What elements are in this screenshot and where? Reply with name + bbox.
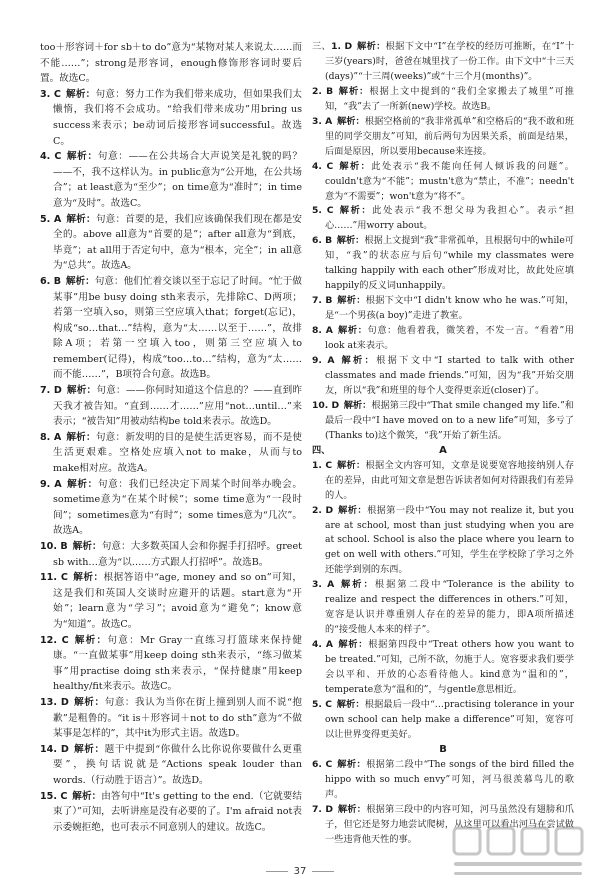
explanation-label: 解析： bbox=[336, 758, 367, 770]
explanation-label: 解析： bbox=[337, 803, 367, 815]
answer-item bbox=[312, 115, 574, 160]
explanation-label: 解析： bbox=[65, 88, 96, 100]
explanation-label: 解析： bbox=[337, 504, 368, 516]
explanation-text: 句意：新发明的目的是使生活更容易，而不是使生活更艰难。空格处应填入not to make，从而与to make相对应。故选A。 bbox=[53, 431, 302, 475]
explanation-text: 根据下文中“I started to talk with other classmates and made friends.”可知，因为“我”开始交朋友，所以“我”和班里的每个人变得更亲近(closer)了。 bbox=[325, 355, 574, 396]
answer-item bbox=[40, 539, 302, 570]
explanation-text: 根据第三段中“That smile changed my life.”和最后一段中“I have moved on to a new life”可知，多亏了(Thanks to)这个微笑，“我”开始了新生活。 bbox=[325, 399, 574, 441]
answer-number: 10. B bbox=[40, 541, 68, 552]
explanation-text: 根据第二段中“The songs of the bird filled the hippo with so much envy”可知，河马很羡慕鸟儿的歌声。 bbox=[325, 758, 575, 800]
answer-number: 8. A bbox=[40, 431, 62, 443]
explanation-label: 解析： bbox=[66, 431, 96, 443]
answer-item bbox=[40, 212, 302, 274]
answer-number: 5. C bbox=[312, 205, 334, 217]
explanation-text: 句意：大多数英国人会和你握手打招呼。greet sb with…意为“以……方式跟人打招呼”。故选B。 bbox=[53, 541, 303, 568]
explanation-text: 由答句中“It's getting to the end.（它就要结束了）”可知，去听讲座是没有必要的了。I'm afraid not表示委婉拒绝，也可表示不同意别人的建议。故选C。 bbox=[53, 790, 302, 833]
answer-number: 3. A bbox=[312, 115, 333, 127]
answer-item bbox=[312, 459, 574, 504]
page-number: 37 bbox=[293, 866, 307, 877]
explanation-text: 句意：我们已经决定下周某个时间举办晚会。sometime意为“在某个时候”；some time意为“一段时间”；sometimes意为“有时”；some times意为“几次”。故选A。 bbox=[53, 478, 302, 537]
answer-item bbox=[312, 698, 574, 743]
answer-continuation: too＋形容词＋for sb＋to do”意为“某物对某人来说太……而不能……”；strong是形容词，enough修饰形容词时要后置。故选C。 bbox=[40, 42, 302, 85]
answer-number: 6. B bbox=[40, 275, 62, 287]
answer-item bbox=[312, 399, 574, 444]
explanation-label: 解析： bbox=[339, 355, 377, 367]
explanation-label: 解析： bbox=[336, 459, 366, 471]
answer-number: 2. B bbox=[312, 85, 334, 97]
explanation-label: 解析： bbox=[65, 275, 95, 287]
section-header bbox=[312, 444, 574, 459]
explanation-label: 解析： bbox=[336, 698, 365, 710]
explanation-label: 解析： bbox=[337, 85, 370, 97]
explanation-label: 解析： bbox=[336, 115, 365, 127]
answer-item bbox=[312, 160, 574, 205]
answer-item bbox=[312, 85, 574, 115]
explanation-text: 此处表示“我不能向任何人倾诉我的问题”。couldn't意为“不能”；mustn't意为“禁止，不准”；needn't意为“不需要”；won't意为“将不”。 bbox=[325, 160, 574, 202]
answer-number: 2. D bbox=[312, 504, 334, 516]
explanation-label: 解析： bbox=[66, 151, 98, 163]
explanation-label: 解析： bbox=[338, 579, 375, 591]
explanation-label: 解析： bbox=[356, 41, 386, 52]
explanation-text: 根据下文中“I”在学校的经历可推断，在“I”十三岁(years)时，爸爸在城里找了一份工作。由下文中“十三天(days)”“十三周(weeks)”或“十三个月(months)”。 bbox=[325, 41, 575, 82]
section-number: 四、 bbox=[312, 444, 331, 456]
answer-number: 7. D bbox=[312, 803, 333, 815]
explanation-text: 根据第四段中“Treat others how you want to be treated.”可知，己所不欲，勿施于人。宽容要求我们要学会以平和、开放的心态看待他人。kind意为“温和的”，temperate意为“温和的”，与gentle意思相近。 bbox=[325, 639, 574, 695]
explanation-text: 根据第三段中的内容可知，河马虽然没有翅膀和爪子，但它还是努力地尝试爬树，从这里可以看出河马在尝试做一些违背他天性的事。 bbox=[325, 803, 574, 845]
answer-item bbox=[312, 354, 574, 399]
explanation-label: 解析： bbox=[73, 743, 105, 755]
answer-item bbox=[312, 204, 574, 234]
explanation-text: 句意：我认为当你在街上撞到别人而不说“抱歉”是粗鲁的。“it is＋形容词＋not to do sth”意为“不做某事是怎样的”，其中it为形式主语。故选D。 bbox=[53, 696, 302, 740]
explanation-text: 句意：——你何时知道这个信息的？——直到昨天我才被告知。“直到……才……”应用“not…until…”来表示；“被告知”用被动结构be told来表示。故选D。 bbox=[53, 385, 303, 428]
explanation-label: 解析： bbox=[66, 213, 96, 225]
explanation-text: 句意：努力工作为我们带来成功，但如果我们太懒惰，我们将不会成功。“给我们带来成功”用bring us success来表示；be动词后接形容词successful。故选C。 bbox=[53, 88, 302, 147]
explanation-text: 根据答语中“age, money and so on”可知，这是我们和英国人交谈时应避开的话题。start意为“开始”；learn意为“学习”；avoid意为“避免”；know意为“知道”。故选C。 bbox=[53, 572, 302, 630]
explanation-text: 句意：他们忙着交谈以至于忘记了时间。“忙于做某事”用be busy doing sth来表示，先排除C、D两项；若第一空填入so，则第三空应填入that；forget(忘记)，构成“so…that…”结构，意为“太……以至于……”，故排除A项；若第一空填入too，则第三空应填入to remember(记得)，构成“too…to…”结构，意为“太……而不能……”，B项符合句意。故选B。 bbox=[53, 275, 302, 381]
answer-item bbox=[40, 383, 302, 430]
answer-item bbox=[312, 294, 574, 324]
answer-number: 10. D bbox=[312, 399, 340, 411]
explanation-text: 根据第二段中“Tolerance is the ability to realize and respect the differences in others.”可知，宽容是认识并尊重别人存在的差异的能力，即A项所描述的“接受他人本来的样子”。 bbox=[325, 579, 574, 636]
answer-number: 1. C bbox=[312, 459, 333, 471]
answer-number: 13. D bbox=[40, 696, 69, 708]
explanation-label: 解析： bbox=[73, 696, 105, 708]
explanation-label: 解析： bbox=[66, 385, 97, 397]
answer-item bbox=[40, 695, 302, 742]
explanation-text: 题干中提到“你做什么比你说你要做什么更重要”，换句话说就是“Actions speak louder than words.（行动胜于语言）”。故选D。 bbox=[53, 743, 302, 786]
answer-item bbox=[312, 758, 574, 803]
answer-item bbox=[40, 789, 302, 836]
answer-number: 9. A bbox=[312, 355, 335, 367]
explanation-text: 根据第一段中“You may not realize it, but you are at school, most than just studying when you are at school. School is also the place where you learn to get on well with others.”可知，学生在学校除了学习之外还能学到别的东西。 bbox=[325, 504, 574, 576]
explanation-label: 解析： bbox=[72, 541, 102, 552]
answer-item bbox=[40, 742, 302, 789]
answer-number: 3. C bbox=[40, 88, 61, 100]
explanation-label: 解析： bbox=[336, 235, 365, 247]
right-column bbox=[312, 40, 574, 847]
explanation-label: 解析： bbox=[337, 639, 369, 651]
explanation-label: 解析： bbox=[66, 478, 98, 490]
answer-item bbox=[312, 578, 574, 638]
answer-number: 8. A bbox=[312, 325, 333, 337]
explanation-text: 句意：——在公共场合大声说笑是礼貌的吗？——不，我不这样认为。in public意为“公开地，在公共场合”；at least意为“至少”；on time意为“准时”；in time意为“及时”。故选C。 bbox=[53, 151, 303, 209]
left-column bbox=[40, 40, 302, 835]
explanation-label: 解析： bbox=[336, 295, 366, 307]
answer-item bbox=[40, 87, 302, 149]
answer-number: 12. C bbox=[40, 634, 69, 646]
explanation-label: 解析： bbox=[337, 160, 372, 172]
explanation-text: 此处表示“我不想父母为我担心”。表示“担心……”用worry about。 bbox=[325, 205, 574, 232]
passage-label: A bbox=[439, 444, 447, 456]
explanation-label: 解析： bbox=[72, 572, 104, 584]
answer-number: 9. A bbox=[40, 478, 62, 490]
answer-item bbox=[40, 149, 302, 211]
explanation-text: 句意：他看着我，微笑着，不发一言。“看着”用look at来表示。 bbox=[325, 325, 574, 352]
explanation-text: 根据空格前的“我非常孤单”和空格后的“我不敢和班里的同学交朋友”可知，前后两句为因果关系，前面是结果，后面是原因，所以要用because来连接。 bbox=[325, 115, 574, 157]
explanation-label: 解析： bbox=[73, 634, 108, 646]
answer-number: 7. D bbox=[40, 385, 62, 397]
explanation-text: 句意：首要的是，我们应该确保我们现在都是安全的。above all意为“首要的是”；after all意为“到底，毕竟”；at all用于否定句中，意为“根本，完全”；in all意为“总共”。故选A。 bbox=[53, 213, 302, 272]
answer-item bbox=[312, 504, 574, 579]
answer-number: 11. C bbox=[40, 572, 68, 584]
explanation-label: 解析： bbox=[72, 790, 102, 802]
explanation-label: 解析： bbox=[343, 399, 372, 411]
answer-item bbox=[40, 633, 302, 695]
answer-item bbox=[312, 40, 574, 85]
explanation-label: 解析： bbox=[338, 205, 373, 217]
answer-number: 14. D bbox=[40, 743, 69, 755]
answer-number: 7. B bbox=[312, 295, 333, 307]
explanation-text: 根据上文中提到的“我们全家搬去了城里”可推知，“我”去了一所新(new)学校。故选B。 bbox=[325, 85, 574, 112]
answer-item bbox=[40, 570, 302, 632]
answer-item bbox=[312, 638, 574, 698]
answer-number: 5. C bbox=[312, 698, 332, 710]
answer-number: 3. A bbox=[312, 579, 335, 591]
explanation-text: 根据全文内容可知，文章是说要宽容地接纳别人存在的差异，由此可知文章是想告诉读者如何对待跟我们有差异的人。 bbox=[325, 459, 575, 501]
answer-number: 4. A bbox=[312, 639, 333, 651]
explanation-text: 根据最后一段中“…practising tolerance in your own school can help make a difference”可知，宽容可以让世界变得更美好。 bbox=[325, 698, 575, 740]
answer-item bbox=[312, 324, 574, 354]
explanation-text: 根据上文提到“我”非常孤单，且根据句中的while可知，“我”的状态应与后句“while my classmates were talking happily with each other”形成对比，故此处应填happily的反义词unhappily。 bbox=[325, 235, 574, 292]
answer-number: 1. D bbox=[331, 41, 353, 52]
answer-number: 6. C bbox=[312, 758, 333, 770]
explanation-text: 句意：Mr Gray一直练习打篮球来保持健康。“一直做某事”用keep doing sth来表示，“练习做某事”用practise doing sth来表示，“保持健康”用keep healthy/fit来表示。故选C。 bbox=[53, 634, 302, 693]
passage-label: B bbox=[439, 743, 447, 755]
answer-item bbox=[40, 430, 302, 477]
answer-item bbox=[40, 274, 302, 383]
explanation-label: 解析： bbox=[337, 325, 368, 337]
explanation-text: 根据下文中“I didn't know who he was.”可知，是“一个男孩(a boy)”走进了教室。 bbox=[325, 295, 575, 322]
answer-number: 5. A bbox=[40, 213, 62, 225]
section-number: 三、 bbox=[312, 41, 332, 52]
answer-item bbox=[312, 234, 574, 294]
answer-number: 6. B bbox=[312, 235, 333, 247]
watermark-logo bbox=[450, 824, 590, 882]
answer-number: 4. C bbox=[40, 151, 62, 163]
answer-item bbox=[40, 477, 302, 539]
answer-number: 4. C bbox=[312, 160, 334, 172]
answer-number: 15. C bbox=[40, 790, 68, 802]
